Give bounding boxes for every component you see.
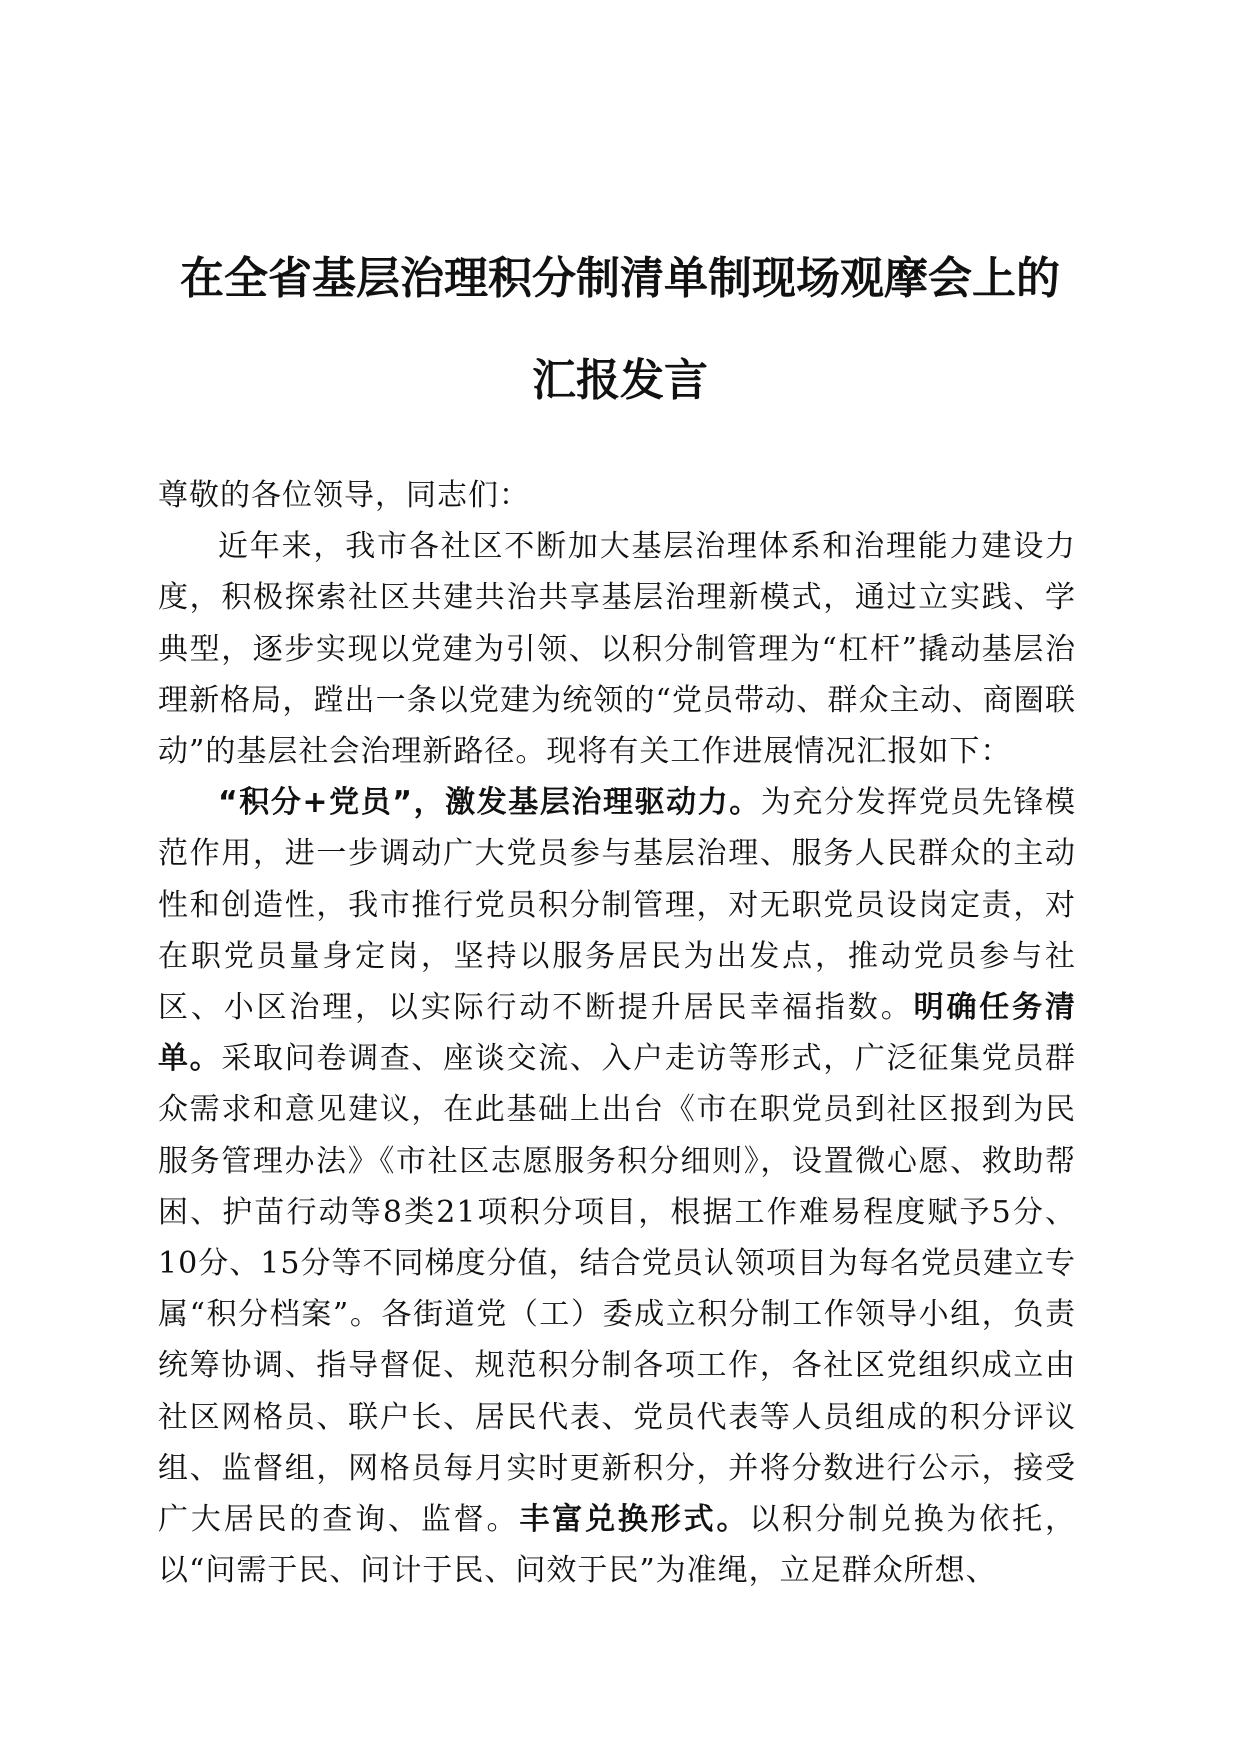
intro-paragraph: 近年来，我市各社区不断加大基层治理体系和治理能力建设力度，积极探索社区共建共治共享基层治理新模式，通过立实践、学典型，逐步实现以党建为引领、以积分制管理为“杠杆”撬动基层治理新格局，蹚出一条以党建为统领的“党员带动、群众主动、商圈联动”的基层社会治理新路径。现将有关工作进展情况汇报如下： — [158, 529, 1076, 770]
section-text-b: 采取问卷调查、座谈交流、入户走访等形式，广泛征集党员群众需求和意见建议，在此基础上出台《市在职党员到社区报到为民服务管理办法》《市社区志愿服务积分细则》，设置微心愿、救助帮困、护苗行动等8类21项积分项目，根据工作难易程度赋予5分、10分、15分等不同梯度分值，结合党员认领项目为每名党员建立专属“积分档案”。各街道党（工）委成立积分制工作领导小组，负责统筹协调、指导督促、规范积分制各项工作，各社区党组织成立由社区网格员、联户长、居民代表、党员代表等人员组成的积分评议组、监督组，网格员每月实时更新积分，并将分数进行公示，接受广大居民的查询、监督。 — [158, 1041, 1077, 1538]
section-heading: “积分+党员”，激发基层治理驱动力。 — [218, 785, 761, 821]
document-title — [100, 228, 1140, 432]
subheading-task-list: 明确任务清单。 — [158, 990, 1077, 1077]
document-body — [158, 470, 1076, 1596]
section-text-a: 为充分发挥党员先锋模范作用，进一步调动广大党员参与基层治理、服务人民群众的主动性和创造性，我市推行党员积分制管理，对无职党员设岗定责，对在职党员量身定岗，坚持以服务居民为出发点，推动党员参与社区、小区治理，以实际行动不断提升居民幸福指数。 — [158, 785, 1076, 1026]
section-paragraph — [158, 777, 1076, 1596]
title-line-2: 汇报发言 — [532, 355, 708, 406]
section-text-c: 以积分制兑换为依托，以“问需于民、问计于民、问效于民”为准绳，立足群众所想、 — [158, 1502, 1077, 1589]
salutation: 尊敬的各位领导，同志们： — [158, 478, 530, 513]
subheading-exchange-forms: 丰富兑换形式。 — [519, 1502, 750, 1538]
title-line-1: 在全省基层治理积分制清单制现场观摩会上的 — [180, 253, 1060, 304]
